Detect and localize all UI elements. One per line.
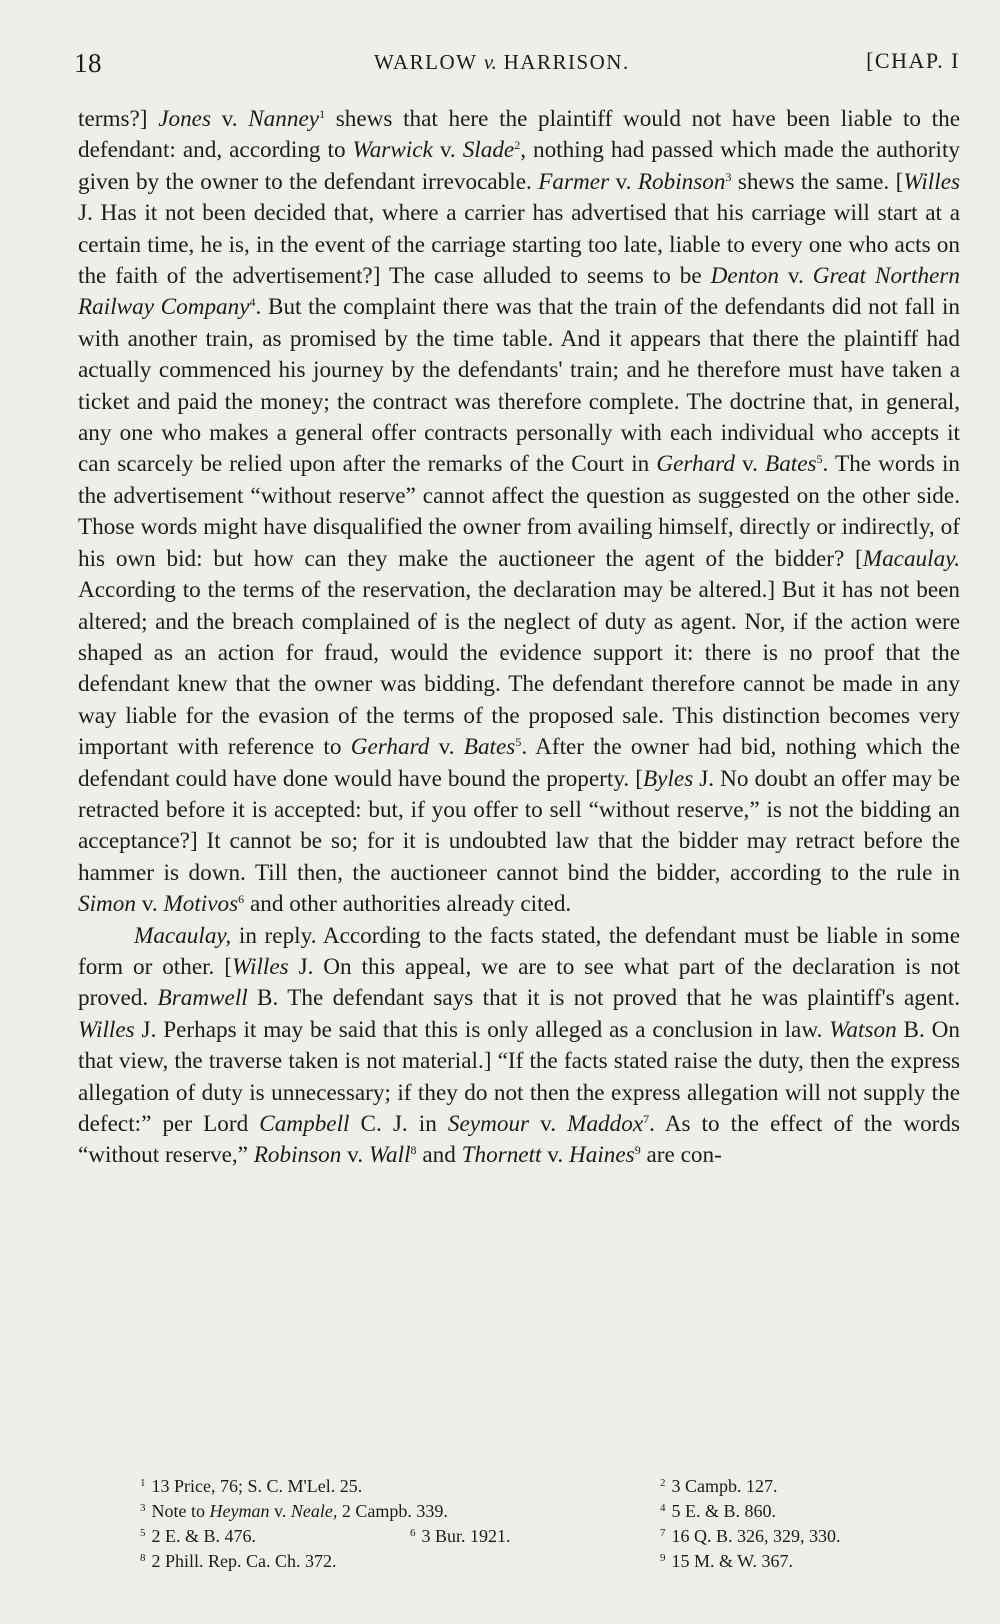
text-run: v. bbox=[609, 168, 638, 195]
text-run: J. Has it not been decided that, where a carrier has advertised that his carriage will start at a certain time, he is, in the event of the carriage starting too late, liable to every one who acts on the faith of the advertisement?] The case alluded to seems to be bbox=[78, 200, 960, 290]
judge-name: Willes bbox=[231, 953, 289, 980]
footnote-row bbox=[140, 1549, 940, 1574]
case-name: Nanney bbox=[248, 106, 320, 132]
text-run: in reply. According to the facts stated, the defendant must be liable in some form or other. [ bbox=[78, 922, 960, 980]
counsel-name: Macaulay. bbox=[862, 545, 960, 572]
text-run: v. bbox=[135, 891, 164, 918]
page-header bbox=[74, 46, 960, 82]
text-run: and bbox=[416, 1142, 462, 1169]
footnote-2 bbox=[660, 1474, 778, 1499]
text-run: J. No doubt an offer may be retracted before it is accepted: but, if you offer to sell “without reserve,” is not the bidding an acceptance?] It cannot be so; for it is undoubted law that the bidder may retract before the hammer is down. Till then, the auctioneer cannot bind the bidder, according to the rule in bbox=[78, 765, 960, 886]
text-run: terms?] bbox=[78, 106, 159, 132]
paragraph-argument bbox=[78, 104, 960, 921]
text-run: 5 E. & B. 860. bbox=[671, 1501, 777, 1521]
footnote-3 bbox=[140, 1499, 448, 1524]
footnote-1 bbox=[140, 1474, 362, 1499]
text-run: . The words in the advertisement “without reserve” cannot affect the question as suggested on the other side. Those words might have disqualified the owner from availing himself, directly or indirectly, of his own bid: but how can they make the auctioneer the agent of the bidder? [ bbox=[78, 451, 960, 572]
text-run: 15 M. & W. 367. bbox=[671, 1551, 794, 1571]
footnote-ref: 5 bbox=[515, 735, 522, 750]
judge-name: Bramwell bbox=[157, 985, 248, 1012]
case-name: Bates bbox=[765, 451, 817, 478]
case-name: Haines bbox=[568, 1142, 635, 1169]
text-run: v. bbox=[269, 1501, 291, 1521]
text-run: HARRISON. bbox=[496, 50, 630, 74]
text-run: v. bbox=[211, 106, 249, 132]
text-run: v. bbox=[483, 50, 497, 74]
text-run: 2 E. & B. 476. bbox=[151, 1526, 257, 1546]
case-name: Robinson bbox=[637, 168, 726, 195]
footnotes bbox=[140, 1474, 940, 1574]
case-name: Seymour bbox=[447, 1111, 530, 1137]
text-run: 3 Bur. 1921. bbox=[421, 1526, 511, 1546]
footnote-ref: 6 bbox=[238, 892, 245, 907]
case-name: Warwick bbox=[352, 137, 433, 164]
text-run: J. Perhaps it may be said that this is only alleged as a conclusion in law. bbox=[134, 1016, 830, 1043]
text-run: 16 Q. B. 326, 329, 330. bbox=[671, 1526, 841, 1546]
text-run: v. bbox=[734, 451, 766, 478]
text-run: Heyman bbox=[209, 1501, 270, 1521]
case-name: Simon bbox=[78, 891, 136, 918]
footnote-ref: 7 bbox=[643, 1112, 650, 1126]
text-run: 3 bbox=[140, 1502, 146, 1514]
footnote-ref: 4 bbox=[249, 295, 256, 310]
case-name: Bates bbox=[463, 734, 516, 761]
paragraph-reply bbox=[78, 921, 960, 1172]
text-run: 4 bbox=[660, 1502, 666, 1514]
text-run: 2 Campb. 339. bbox=[337, 1501, 448, 1521]
text-run: . After the owner had bid, nothing which the defendant could have done would have bound the property. [ bbox=[78, 734, 961, 792]
judge-name: Campbell bbox=[259, 1111, 350, 1137]
text-run: 13 Price, 76; S. C. M'Lel. 25. bbox=[151, 1476, 363, 1496]
case-name: Gerhard bbox=[350, 734, 430, 761]
judge-name: Willes bbox=[903, 168, 961, 195]
text-run: 2 bbox=[660, 1477, 666, 1489]
case-name: Thornett bbox=[461, 1142, 542, 1169]
text-run: 6 bbox=[410, 1527, 416, 1539]
chapter-label: [CHAP. I bbox=[866, 48, 960, 73]
text-run: WARLOW bbox=[374, 50, 484, 74]
judge-name: Watson bbox=[829, 1016, 897, 1043]
text-run: 7 bbox=[660, 1527, 666, 1539]
case-name: Gerhard bbox=[656, 451, 735, 478]
footnote-ref: 9 bbox=[634, 1143, 641, 1158]
text-run: shews the same. [ bbox=[731, 168, 904, 195]
case-name: Farmer bbox=[538, 168, 610, 195]
text-run: . But the complaint there was that the train of the defendants did not fall in with another train, as promised by the time table. And it appears that there the plaintiff had actually commenced his journey by the defendants' train; and he therefore must have taken a ticket and paid the money; the contract was therefore complete. The doctrine that, in general, any one who makes a general offer contracts personally with each individual who accepts it can scarcely be relied upon after the remarks of the Court in bbox=[78, 294, 960, 478]
text-run: C. J. in bbox=[349, 1111, 448, 1137]
counsel-name: Macaulay, bbox=[134, 922, 232, 949]
footnote-5 bbox=[140, 1524, 256, 1549]
page-number: 18 bbox=[74, 48, 102, 78]
footnote-6 bbox=[410, 1524, 511, 1549]
footnote-ref: 8 bbox=[410, 1143, 417, 1158]
case-name: Wall bbox=[368, 1142, 411, 1169]
text-run: B. The defendant says that it is not proved that he was plaintiff's agent. bbox=[247, 985, 961, 1012]
text-run: v. bbox=[432, 137, 463, 164]
text-run: . As to the effect of the words “without reserve,” bbox=[78, 1111, 961, 1169]
judge-name: Byles bbox=[643, 765, 694, 792]
footnote-row bbox=[140, 1499, 940, 1524]
case-name: Great Northern Railway Company bbox=[78, 263, 961, 321]
footnote-4 bbox=[660, 1499, 776, 1524]
text-run: v. bbox=[341, 1142, 369, 1169]
text-run: 2 Phill. Rep. Ca. Ch. 372. bbox=[151, 1551, 337, 1571]
case-name: Denton bbox=[710, 263, 779, 290]
case-name: Motivos bbox=[163, 891, 239, 918]
footnote-ref: 2 bbox=[514, 138, 521, 153]
text-run: are con- bbox=[640, 1142, 722, 1169]
text-run: 9 bbox=[660, 1552, 666, 1564]
text-run: v. bbox=[778, 263, 813, 290]
text-run: 8 bbox=[140, 1552, 146, 1564]
judge-name: Willes bbox=[78, 1016, 135, 1043]
footnote-ref: 3 bbox=[725, 169, 732, 184]
text-run: v. bbox=[541, 1142, 569, 1169]
text-run: shews that here the plaintiff would not have been liable to the defendant: and, according to bbox=[78, 106, 960, 164]
footnote-8 bbox=[140, 1549, 337, 1574]
text-run: J. On this appeal, we are to see what part of the declaration is not proved. bbox=[78, 953, 960, 1012]
text-run: 1 bbox=[140, 1477, 146, 1489]
text-run: , nothing had passed which made the authority given by the owner to the defendant irrevocable. bbox=[78, 137, 960, 195]
text-run: v. bbox=[429, 734, 464, 761]
text-run: According to the terms of the reservation, the declaration may be altered.] But it has not been altered; and the breach complained of is the neglect of duty as agent. Nor, if the action were shaped as an action for fraud, would the evidence support it: there is no proof that the defendant knew that the owner was bidding. The defendant therefore cannot be made in any way liable for the evasion of the terms of the proposed sale. This distinction becomes very important with reference to bbox=[78, 577, 960, 761]
text-run: Neale, bbox=[290, 1501, 338, 1521]
case-name: Jones bbox=[158, 106, 211, 132]
text-run: 3 Campb. 127. bbox=[671, 1476, 778, 1496]
footnote-7 bbox=[660, 1524, 841, 1549]
text-run: v. bbox=[529, 1111, 568, 1137]
footnote-ref: 1 bbox=[319, 107, 326, 121]
case-name: Slade bbox=[462, 137, 515, 164]
running-head bbox=[374, 50, 630, 75]
main-text bbox=[78, 104, 960, 1172]
footnote-row bbox=[140, 1474, 940, 1499]
footnote-9 bbox=[660, 1549, 793, 1574]
footnote-ref: 5 bbox=[816, 452, 823, 467]
footnote-row bbox=[140, 1524, 940, 1549]
case-name: Robinson bbox=[253, 1142, 342, 1169]
text-run: 5 bbox=[140, 1527, 146, 1539]
text-run: Note to bbox=[151, 1501, 210, 1521]
case-name: Maddox bbox=[567, 1111, 644, 1137]
text-run: and other authorities already cited. bbox=[244, 891, 572, 918]
text-run: B. On that view, the traverse taken is not material.] “If the facts stated raise the duty, then the express allegation of duty is unnecessary; if they do not then the express allegation will not supply the defect:” per Lord bbox=[78, 1016, 960, 1137]
